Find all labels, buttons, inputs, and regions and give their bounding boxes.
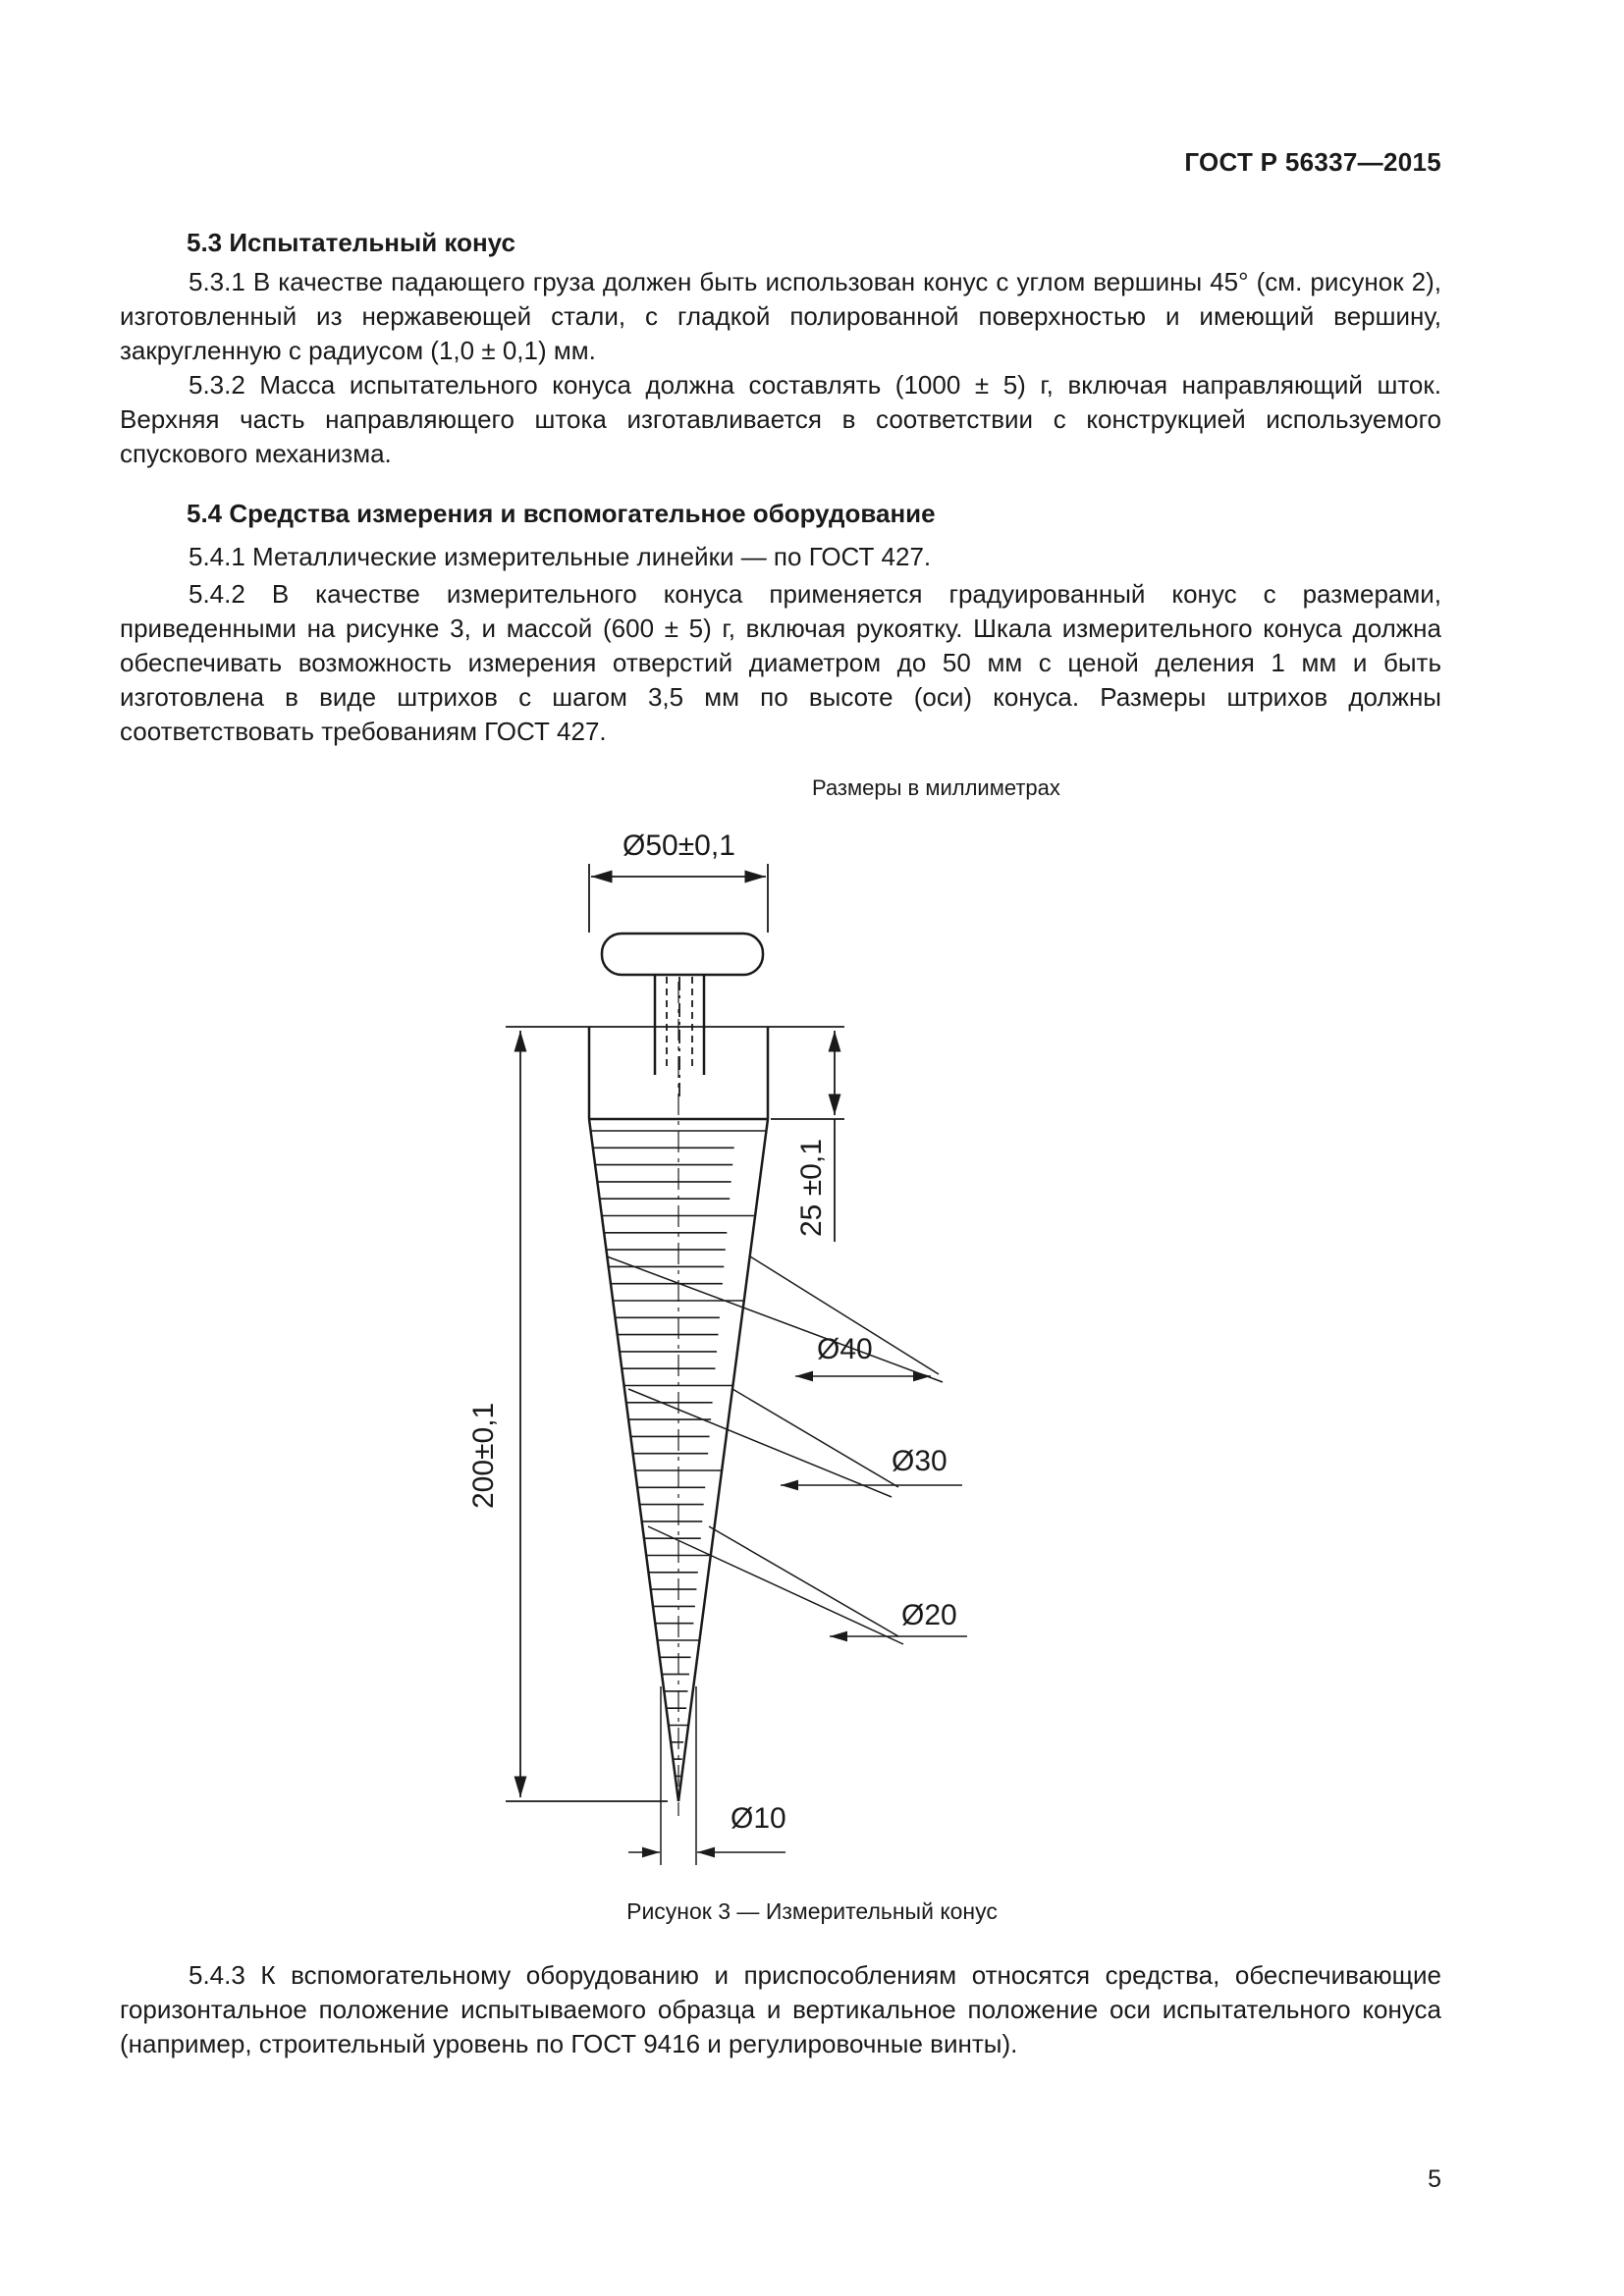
dimension-label-head-height: 25 ±0,1 [795, 1139, 828, 1237]
document-code-header: ГОСТ Р 56337—2015 [1184, 147, 1441, 177]
dimension-label-d40: Ø40 [817, 1333, 873, 1365]
dimension-label-top-diameter: Ø50±0,1 [623, 829, 735, 862]
dimension-d10 [628, 1686, 785, 1865]
section-5-3-title: 5.3 Испытательный конус [187, 228, 515, 257]
dimension-label-d10: Ø10 [731, 1802, 786, 1835]
paragraph-5-4-2: 5.4.2 В качестве измерительного конуса применяется градуированный конус с размерами, приведенными на рисунке 3, и массой (600 ± 5) г, включая рукоятку. Шкала измерительного конуса должна обеспечивать возможность измерения отверстий диаметром до 50 мм с ценой деления 1 мм и быть изготовлена в виде штрихов с шагом 3,5 мм по высоте (оси) конуса. Размеры штрихов должны соответствовать требованиям ГОСТ 427. [120, 579, 1441, 746]
figure-units-note: Размеры в миллиметрах [812, 775, 1060, 800]
cone-graduations [591, 1131, 767, 1776]
dimension-label-d30: Ø30 [892, 1445, 947, 1477]
paragraph-5-4-1: 5.4.1 Металлические измерительные линейки — по ГОСТ 427. [189, 542, 932, 571]
threaded-stem [667, 977, 692, 1099]
dimension-d40 [607, 1256, 943, 1382]
dimension-top-diameter [589, 864, 768, 933]
paragraph-5-3-2: 5.3.2 Масса испытательного конуса должна составлять (1000 ± 5) г, включая направляющий шток. Верхняя часть направляющего штока изготавливается в соответствии с конструкцией используемого спускового механизма. [120, 370, 1441, 468]
dimension-label-total-height: 200±0,1 [467, 1402, 500, 1509]
handle [602, 934, 763, 1075]
dimension-total-height [506, 1027, 844, 1801]
page-number: 5 [1428, 2165, 1441, 2193]
paragraph-5-4-3: 5.4.3 К вспомогательному оборудованию и приспособлениям относятся средства, обеспечивающие горизонтальное положение испытываемого образца и вертикальное положение оси испытательного конуса (например, строительный уровень по ГОСТ 9416 и регулировочные винты). [120, 1960, 1441, 2058]
dimension-label-d20: Ø20 [901, 1599, 957, 1631]
figure-caption: Рисунок 3 — Измерительный конус [626, 1898, 998, 1924]
section-5-4-title: 5.4 Средства измерения и вспомогательное оборудование [187, 499, 936, 528]
paragraph-5-3-1: 5.3.1 В качестве падающего груза должен быть использован конус с углом вершины 45° (см. рисунок 2), изготовленный из нержавеющей стали, с гладкой полированной поверхностью и имеющий вершину, закругленную с радиусом (1,0 ± 0,1) мм. [120, 267, 1441, 365]
